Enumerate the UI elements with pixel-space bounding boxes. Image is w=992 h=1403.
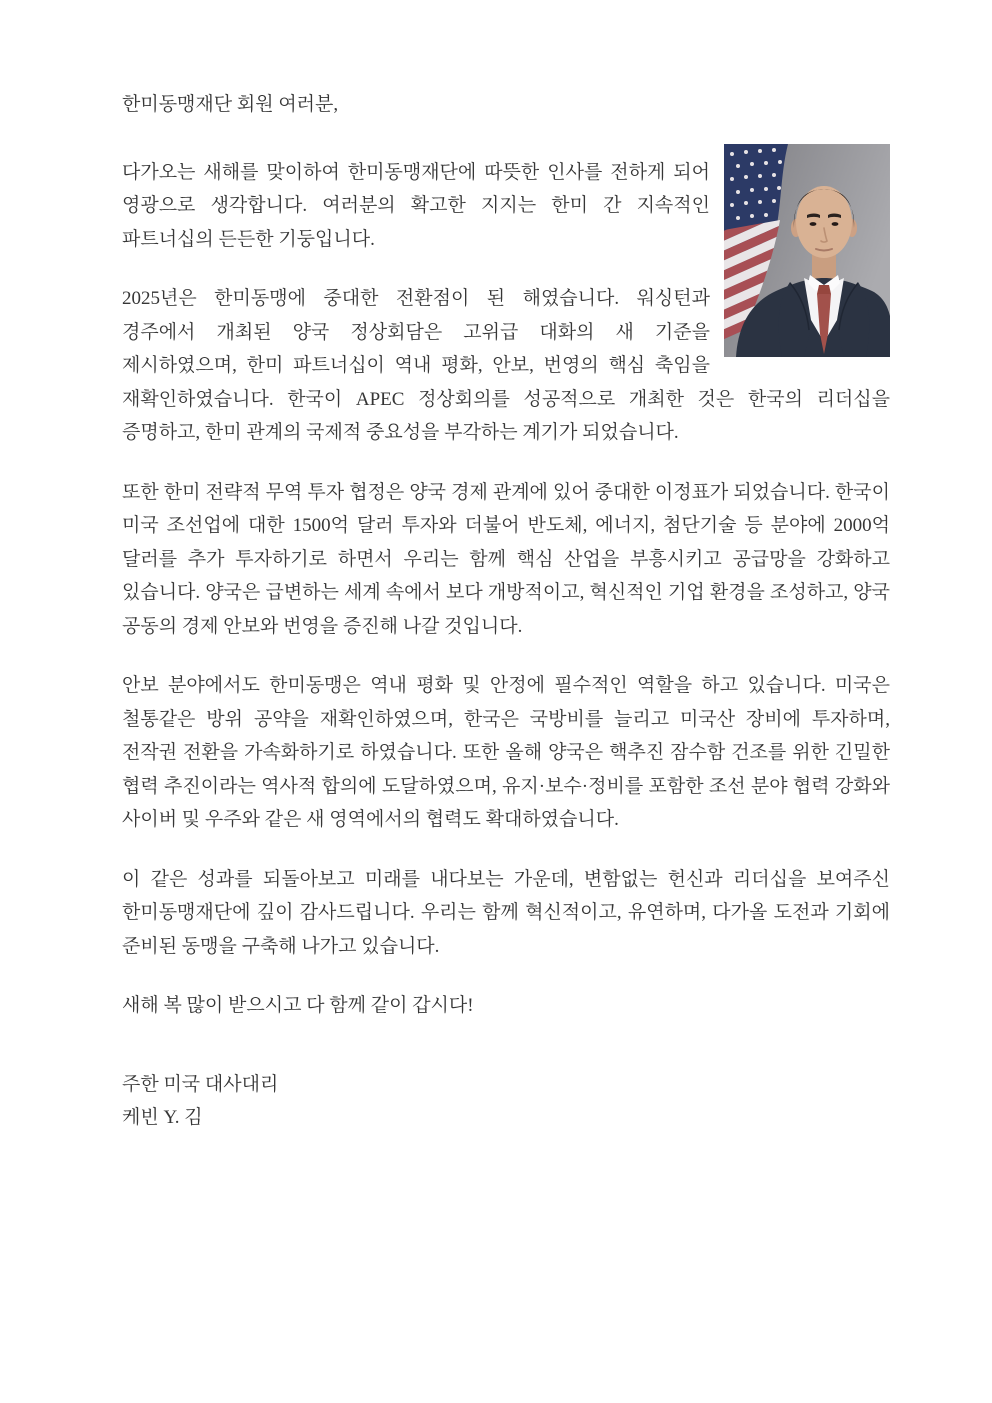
letter-body [122, 88, 890, 1135]
closing-line: 새해 복 많이 받으시고 다 함께 같이 갑시다! [122, 995, 474, 1016]
paragraph-5: 이 같은 성과를 되돌아보고 미래를 내다보는 가운데, 변함없는 헌신과 리더십을 보여주신 한미동맹재단에 깊이 감사드립니다. 우리는 함께 혁신적이고, 유연하며, 다가올 도전과 기회에 준비된 동맹을 구축해 나가고 있습니다. [122, 868, 890, 957]
paragraph-2: 2025년은 한미동맹에 중대한 전환점이 된 해였습니다. 워싱턴과 경주에서 개최된 양국 정상회담은 고위급 대화의 새 기준을 제시하였으며, 한미 파트너십이 역내 평화, 안보, 번영의 핵심 축임을 재확인하였습니다. 한국이 APEC 정상회의를 성공적으로 개최한 것은 한국의 리더십을 증명하고, 한미 관계의 국제적 중요성을 부각하는 계기가 되었습니다. [122, 288, 890, 443]
signature-block [122, 1068, 890, 1135]
signature-title: 주한 미국 대사대리 [122, 1073, 279, 1095]
paragraph-4: 안보 분야에서도 한미동맹은 역내 평화 및 안정에 필수적인 역할을 하고 있습니다. 미국은 철통같은 방위 공약을 재확인하였으며, 한국은 국방비를 늘리고 미국산 장비에 투자하며, 전작권 전환을 가속화하기로 하였습니다. 또한 올해 양국은 핵추진 잠수함 건조를 위한 긴밀한 협력 추진이라는 역사적 합의에 도달하였으며, 유지·보수·정비를 포함한 조선 분야 협력 강화와 사이버 및 우주와 같은 새 영역에서의 협력도 확대하였습니다. [122, 675, 890, 830]
official-portrait-photo [724, 144, 890, 357]
paragraph-3: 또한 한미 전략적 무역 투자 협정은 양국 경제 관계에 있어 중대한 이정표가 되었습니다. 한국이 미국 조선업에 대한 1500억 달러 투자와 더불어 반도체, 에너지, 첨단기술 등 분야에 2000억 달러를 추가 투자하기로 하면서 우리는 함께 핵심 산업을 부흥시키고 공급망을 강화하고 있습니다. 양국은 급변하는 세계 속에서 보다 개방적이고, 혁신적인 기업 환경을 조성하고, 양국 공동의 경제 안보와 번영을 증진해 나갈 것입니다. [122, 481, 890, 637]
paragraph-1 [122, 156, 890, 257]
paragraph-1-text: 다가오는 새해를 맞이하여 한미동맹재단에 따뜻한 인사를 전하게 되어 영광으로 생각합니다. 여러분의 확고한 지지는 한미 간 지속적인 파트너십의 든든한 기둥입니다. [122, 161, 710, 250]
portrait-graphic [724, 144, 890, 357]
signature-name: 케빈 Y. 김 [122, 1107, 203, 1128]
greeting-line: 한미동맹재단 회원 여러분, [122, 94, 339, 115]
